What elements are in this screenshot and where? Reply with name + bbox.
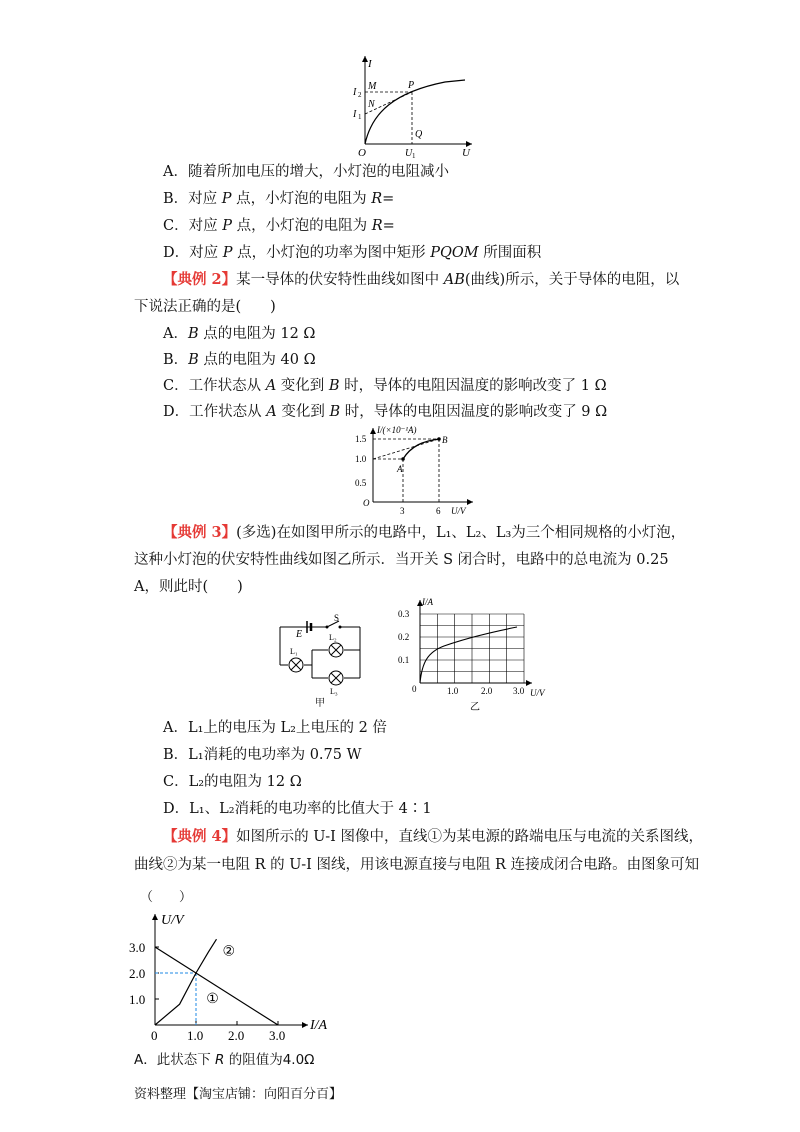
circuit-diagram-jia [272,610,372,710]
y-tick-label: 2.0 [129,966,146,981]
ex3-stem-line1: 【典例 3】(多选)在如图甲所示的电路中，L₁、L₂、L₃为三个相同规格的小灯泡， [163,524,686,541]
ex4-stem-line2: 曲线②为某一电阻 R 的 U-I 图线，用该电源直接与电阻 R 连接成闭合电路。由图象可知 [134,857,700,873]
fig4-ylabel: I/A [422,597,433,607]
ex3-option-b: B．L₁消耗的电功率为 0.75 W [163,747,362,763]
fig2-origin: O [363,498,370,508]
u1-sub: 1 [412,152,416,160]
i2-label: I [353,87,357,98]
x-axis-label: I/A [310,1018,328,1033]
ex2-option-b: B．B 点的电阻为 40 Ω [163,352,316,368]
circuit-l2-label: L₂ [329,633,337,642]
fig4-xtick-3-0: 3.0 [513,686,525,696]
ex2-stem-line2: 下说法正确的是( ) [134,299,276,315]
i2-sub: 2 [358,91,362,99]
series-2-curve [155,939,217,1025]
fig2-ytick-0-5: 0.5 [355,478,367,488]
series-1-line [155,944,278,1025]
iu-curve-figure-1 [350,52,480,162]
fig4-xtick-1-0: 1.0 [447,686,459,696]
page-footer: 资料整理【淘宝店铺：向阳百分百】 [134,1087,343,1102]
fig4-ytick-0-2: 0.2 [398,632,410,642]
lamp-iu-graph-yi [392,592,557,714]
x-tick-label: 0 [151,1028,158,1040]
axis-u-label: U [462,147,470,159]
q1-option-d: D．对应 P 点，小灯泡的功率为图中矩形 PQOM 所围面积 [163,245,542,261]
y-axis-arrow [152,914,158,920]
y-tick-label: 3.0 [129,940,146,955]
fig4-xlabel: U/V [530,688,545,698]
point-q-label: Q [415,129,423,140]
u1-label: U [405,148,413,159]
fig2-xtick-6: 6 [436,506,441,516]
point-m-label: M [368,81,377,92]
fig2-ytick-1-5: 1.5 [355,434,367,444]
ex2-option-a: A．B 点的电阻为 12 Ω [163,326,316,342]
x-tick-label: 1.0 [187,1028,204,1040]
q1-option-c: C．对应 P 点，小灯泡的电阻为 R= [163,218,395,234]
fig2-point-a: A [397,464,403,474]
series-2-label: ② [222,944,236,960]
ex3-stem-line3: A，则此时( ) [134,579,243,595]
fig2-point-b: B [442,435,448,445]
q1-option-a: A．随着所加电压的增大，小灯泡的电阻减小 [163,164,449,180]
i1-label: I [353,109,357,120]
fig2-xlabel: U/V [451,506,466,516]
circuit-l1-label: L₁ [290,647,298,656]
lamp-l2-icon [329,643,343,657]
lamp-l1-icon [289,658,303,672]
fig2-ytick-1-0: 1.0 [355,454,367,464]
fig4-origin: 0 [412,684,417,694]
ex2-stem-line1: 【典例 2】某一导体的伏安特性曲线如图中 AB(曲线)所示，关于导体的电阻，以 [163,271,680,288]
fig2-xtick-3: 3 [400,506,405,516]
ex4-option-a: A．此状态下 R 的阻值为4.0Ω [134,1052,315,1068]
circuit-e-label: E [296,629,303,640]
y-axis-label: U/V [161,913,184,928]
point-p-label: P [408,80,415,91]
lamp-l3-icon [329,671,343,685]
ex4-stem-line3: （ ） [140,890,193,905]
x-tick-label: 3.0 [269,1028,286,1040]
ex3-stem-line2: 这种小灯泡的伏安特性曲线如图乙所示．当开关 S 闭合时，电路中的总电流为 0.25 [134,552,669,568]
fig2-ylabel: I/(×10⁻¹A) [377,425,417,435]
fig4-ytick-0-1: 0.1 [398,655,410,665]
y-tick-label: 1.0 [129,992,146,1007]
ex2-option-d: D．工作状态从 A 变化到 B 时，导体的电阻因温度的影响改变了 9 Ω [163,404,608,420]
ui-chart-example-4 [125,910,330,1040]
ex3-option-d: D．L₁、L₂消耗的电功率的比值大于 4∶1 [163,801,432,817]
fig4-caption: 乙 [470,702,480,713]
series-1-label: ① [206,992,219,1007]
fig4-xtick-2-0: 2.0 [481,686,493,696]
circuit-s-label: S [334,613,340,623]
x-tick-label: 2.0 [228,1028,245,1040]
circuit-l3-label: L₃ [330,687,338,696]
circuit-caption: 甲 [315,698,325,709]
point-n-label: N [368,99,375,110]
iu-curve-figure-2 [345,424,485,516]
axis-i-label: I [368,58,372,70]
ex2-option-c: C．工作状态从 A 变化到 B 时，导体的电阻因温度的影响改变了 1 Ω [163,378,607,394]
fig4-ytick-0-3: 0.3 [398,609,410,619]
q1-option-b: B．对应 P 点，小灯泡的电阻为 R= [163,191,395,207]
ex3-option-c: C．L₂的电阻为 12 Ω [163,774,302,790]
ex3-option-a: A．L₁上的电压为 L₂上电压的 2 倍 [163,720,387,736]
x-axis-arrow [302,1022,308,1028]
i1-sub: 1 [358,113,362,121]
origin-label: O [358,147,366,159]
ex4-stem-line1: 【典例 4】如图所示的 U-I 图像中，直线①为某电源的路端电压与电流的关系图线， [163,828,703,845]
